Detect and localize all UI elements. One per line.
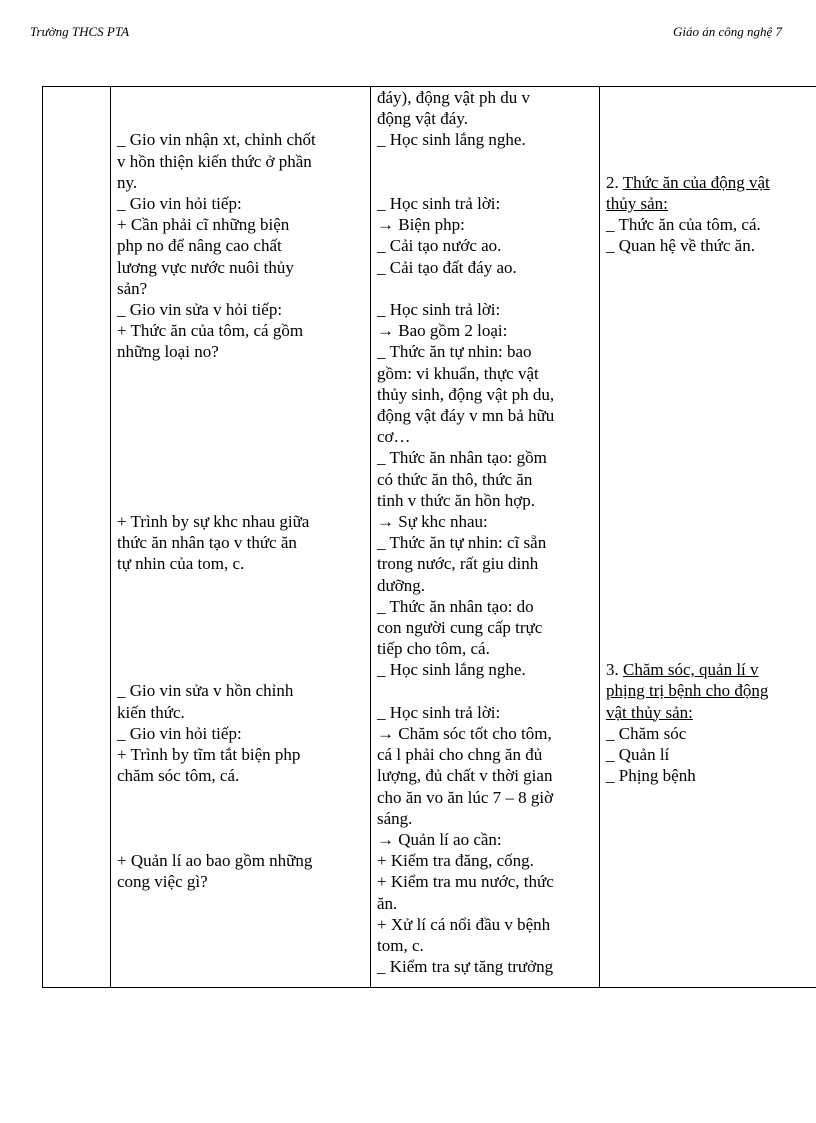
table-row xyxy=(43,87,816,988)
student-activity-line: _ Thức ăn nhân tạo: do xyxy=(377,596,534,616)
content-line xyxy=(606,320,816,341)
teacher-activity-line: thức ăn nhân tạo v thức ăn xyxy=(117,533,297,553)
student-activity-line xyxy=(377,681,593,702)
student-activity-line: _ Kiểm tra sự tăng trưởng xyxy=(377,957,554,977)
content-line xyxy=(606,468,816,489)
student-activity-line: có thức ăn thô, thức ăn xyxy=(377,469,533,489)
student-activity-line: _ Thức ăn tự nhin: bao xyxy=(377,342,532,362)
student-activity-line: → Biện php: xyxy=(377,215,465,235)
student-activity-line: cho ăn vo ăn lúc 7 – 8 giờ xyxy=(377,787,554,807)
teacher-activity-line: _ Gio vin hỏi tiếp: xyxy=(117,193,242,213)
teacher-activity-line xyxy=(117,808,364,829)
teacher-activity-line: kiến thức. xyxy=(117,702,185,722)
teacher-activity-line xyxy=(117,490,364,511)
student-activity-line: ăn. xyxy=(377,893,398,913)
content-line xyxy=(606,257,816,278)
student-activity-line: _ Học sinh trả lời: xyxy=(377,193,501,213)
teacher-activity-line: _ Gio vin sửa v hỏi tiếp: xyxy=(117,300,283,319)
teacher-activity-line xyxy=(117,659,364,680)
content-line xyxy=(606,447,816,468)
student-activity-line: → Quản lí ao cần: xyxy=(377,830,502,850)
content-line xyxy=(606,574,816,595)
teacher-activity-line xyxy=(117,426,364,447)
content-line: thủy sản: xyxy=(606,193,668,213)
header-document-title: Giáo án công nghệ 7 xyxy=(672,24,782,39)
teacher-activity-line: + Thức ăn của tôm, cá gồm xyxy=(117,321,304,341)
student-activity-line: con người cung cấp trực xyxy=(377,618,543,638)
content-line xyxy=(606,384,816,405)
teacher-activity-line xyxy=(117,638,364,659)
student-activity-line: lượng, đủ chất v thời gian xyxy=(377,766,553,786)
student-activity-line xyxy=(377,172,593,193)
teacher-activity-line: cong việc gì? xyxy=(117,872,208,892)
teacher-activity-line xyxy=(117,617,364,638)
teacher-activity-line: chăm sóc tôm, cá. xyxy=(117,766,240,786)
student-activity-line: động vật đáy. xyxy=(377,109,468,129)
teacher-activity-line xyxy=(117,108,364,129)
student-activity-line: sáng. xyxy=(377,808,413,828)
content-line xyxy=(606,363,816,384)
student-activity-line: _ Cải tạo đất đáy ao. xyxy=(377,257,517,277)
student-activity-line: thủy sinh, động vật ph du, xyxy=(377,384,555,404)
teacher-activity-line: tự nhin của tom, c. xyxy=(117,554,245,574)
teacher-activity-line xyxy=(117,447,364,468)
lesson-plan-table xyxy=(42,86,816,988)
student-activity-line xyxy=(377,151,593,172)
student-activity-line: tom, c. xyxy=(377,936,424,956)
student-activity-line: cá l phải cho chng ăn đủ xyxy=(377,745,543,765)
teacher-activity-line xyxy=(117,786,364,807)
student-activity-line: tiếp cho tôm, cá. xyxy=(377,639,490,659)
content-line: _ Quản lí xyxy=(606,744,670,764)
content-line xyxy=(606,87,816,108)
student-activity-line: _ Học sinh trả lời: xyxy=(377,702,501,722)
column-student-activity xyxy=(371,87,600,988)
content-line xyxy=(606,638,816,659)
teacher-activity-line: + Quản lí ao bao gồm những xyxy=(117,851,313,871)
student-activity-line: + Xử lí cá nổi đầu v bệnh xyxy=(377,914,551,934)
teacher-activity-line xyxy=(117,384,364,405)
content-line xyxy=(606,490,816,511)
teacher-activity-line: php no để nâng cao chất xyxy=(117,236,282,256)
teacher-activity-line: + Trình by sự khc nhau giữa xyxy=(117,511,310,531)
content-line: _ Thức ăn của tôm, cá. xyxy=(606,215,761,235)
teacher-activity-line: lương vực nước nuôi thủy xyxy=(117,257,294,277)
content-line xyxy=(606,617,816,638)
teacher-activity-line: v hồn thiện kiến thức ở phần xyxy=(117,151,312,171)
content-line xyxy=(606,299,816,320)
content-line xyxy=(606,596,816,617)
student-activity-line: cơ… xyxy=(377,427,411,447)
column-teacher-activity xyxy=(111,87,371,988)
content-line: 2. Thức ăn của động vật xyxy=(606,172,770,192)
teacher-activity-line xyxy=(117,575,364,596)
student-activity-line: động vật đáy v mn bả hữu xyxy=(377,406,555,425)
student-activity-line: _ Cải tạo nước ao. xyxy=(377,236,502,256)
student-activity-line: tinh v thức ăn hồn hợp. xyxy=(377,490,535,510)
content-line: _ Quan hệ về thức ăn. xyxy=(606,236,755,256)
teacher-activity-line xyxy=(117,87,364,108)
teacher-activity-line: _ Gio vin nhận xt, chỉnh chốt xyxy=(117,130,316,150)
teacher-activity-line xyxy=(117,363,364,384)
content-line: vật thủy sản: xyxy=(606,702,693,722)
student-activity-line: _ Thức ăn nhân tạo: gồm xyxy=(377,448,547,468)
student-activity-line: _ Học sinh lắng nghe. xyxy=(377,130,526,150)
content-line: _ Phịng bệnh xyxy=(606,766,696,786)
student-activity-line: _ Học sinh trả lời: xyxy=(377,299,501,319)
teacher-activity-line: + Cần phải cĩ những biện xyxy=(117,215,290,235)
student-activity-line: trong nước, rất giu dinh xyxy=(377,554,539,574)
content-line: _ Chăm sóc xyxy=(606,723,687,743)
content-line: phịng trị bệnh cho động xyxy=(606,681,769,701)
content-line xyxy=(606,532,816,553)
student-activity-line xyxy=(377,278,593,299)
student-activity-line: → Sự khc nhau: xyxy=(377,512,488,532)
teacher-activity-line xyxy=(117,596,364,617)
teacher-activity-line: sản? xyxy=(117,278,148,298)
teacher-activity-line: _ Gio vin hỏi tiếp: xyxy=(117,723,242,743)
column-content xyxy=(600,87,816,988)
teacher-activity-line xyxy=(117,829,364,850)
student-activity-line: → Chăm sóc tốt cho tôm, xyxy=(377,724,552,744)
teacher-activity-line: ny. xyxy=(117,172,138,192)
content-line xyxy=(606,405,816,426)
content-line: 3. Chăm sóc, quản lí v xyxy=(606,660,759,680)
student-activity-line: → Bao gồm 2 loại: xyxy=(377,321,508,341)
header-school-name: Trường THCS PTA xyxy=(30,24,130,39)
student-activity-line: + Kiểm tra mu nước, thức xyxy=(377,872,554,892)
content-line xyxy=(606,151,816,172)
teacher-activity-line: _ Gio vin sửa v hồn chỉnh xyxy=(117,681,294,701)
content-line xyxy=(606,129,816,150)
student-activity-line: _ Học sinh lắng nghe. xyxy=(377,660,526,680)
content-line xyxy=(606,108,816,129)
content-line xyxy=(606,511,816,532)
teacher-activity-line xyxy=(117,405,364,426)
content-line xyxy=(606,341,816,362)
teacher-activity-line: + Trình by tĩm tắt biện php xyxy=(117,745,301,765)
content-line xyxy=(606,553,816,574)
student-activity-line: gồm: vi khuẩn, thực vật xyxy=(377,363,539,383)
column-blank xyxy=(43,87,111,988)
student-activity-line: + Kiểm tra đăng, cống. xyxy=(377,851,534,871)
content-line xyxy=(606,426,816,447)
student-activity-line: đáy), động vật ph du v xyxy=(377,88,530,107)
teacher-activity-line xyxy=(117,469,364,490)
student-activity-line: dưỡng. xyxy=(377,575,425,595)
teacher-activity-line: những loại no? xyxy=(117,342,219,362)
content-line xyxy=(606,278,816,299)
student-activity-line: _ Thức ăn tự nhin: cĩ sẵn xyxy=(377,533,547,553)
